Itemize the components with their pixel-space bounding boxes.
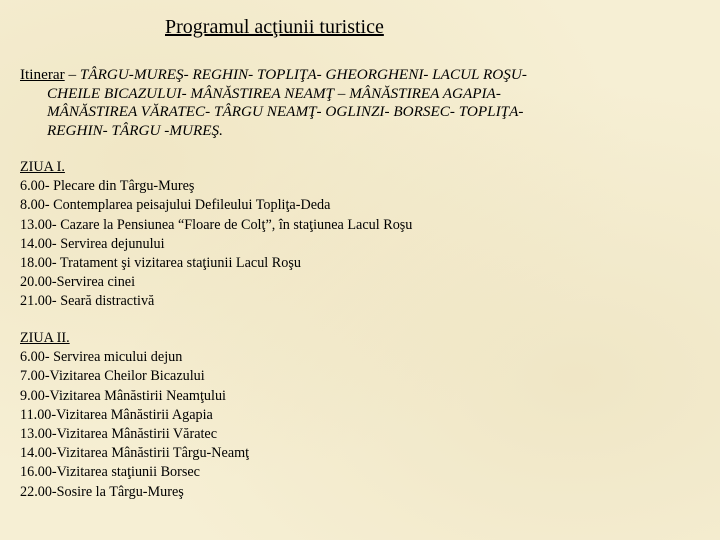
schedule-item: 18.00- Tratament şi vizitarea staţiunii Lacul Roşu bbox=[20, 255, 301, 272]
itinerary-line: REGHIN- TÂRGU -MUREŞ. bbox=[47, 121, 223, 139]
schedule-item: 16.00-Vizitarea staţiunii Borsec bbox=[20, 464, 200, 481]
schedule-item: 11.00-Vizitarea Mânăstirii Agapia bbox=[20, 406, 213, 423]
day-title: ZIUA II. bbox=[20, 330, 70, 346]
itinerary-label: Itinerar bbox=[20, 66, 65, 83]
schedule-item: 20.00-Servirea cinei bbox=[20, 274, 136, 291]
schedule-item: 22.00-Sosire la Târgu-Mureş bbox=[20, 483, 184, 500]
itinerary-route-text: – TÂRGU-MUREŞ- REGHIN- TOPLIŢA- GHEORGHENI- LACUL ROŞU- bbox=[64, 66, 527, 83]
day-2-section bbox=[20, 329, 700, 502]
schedule-item: 13.00-Vizitarea Mânăstirii Văratec bbox=[20, 426, 218, 443]
itinerary-line: CHEILE BICAZULUI- MÂNĂSTIREA NEAMŢ – MÂNĂSTIREA AGAPIA- bbox=[47, 84, 501, 102]
schedule-item: 14.00-Vizitarea Mânăstirii Târgu-Neamţ bbox=[20, 445, 250, 462]
itinerary-line: MÂNĂSTIREA VĂRATEC- TÂRGU NEAMŢ- OGLINZI- BORSEC- TOPLIŢA- bbox=[47, 103, 524, 120]
day-title: ZIUA I. bbox=[20, 159, 65, 175]
schedule-item: 6.00- Servirea micului dejun bbox=[20, 349, 183, 366]
schedule-item: 13.00- Cazare la Pensiunea “Floare de Colţ”, în staţiunea Lacul Roşu bbox=[20, 216, 413, 233]
day-1-section bbox=[20, 158, 700, 312]
schedule-item: 9.00-Vizitarea Mânăstirii Neamţului bbox=[20, 387, 226, 404]
schedule-item: 14.00- Servirea dejunului bbox=[20, 235, 165, 252]
page-title: Programul acţiunii turistice bbox=[165, 16, 384, 38]
schedule-item: 8.00- Contemplarea peisajului Defileului Topliţa-Deda bbox=[20, 197, 331, 214]
schedule-item: 6.00- Plecare din Târgu-Mureş bbox=[20, 178, 195, 195]
schedule-item: 7.00-Vizitarea Cheilor Bicazului bbox=[20, 368, 205, 385]
itinerary-line bbox=[20, 66, 700, 85]
schedule-item: 21.00- Seară distractivă bbox=[20, 293, 155, 310]
itinerary bbox=[20, 66, 700, 140]
